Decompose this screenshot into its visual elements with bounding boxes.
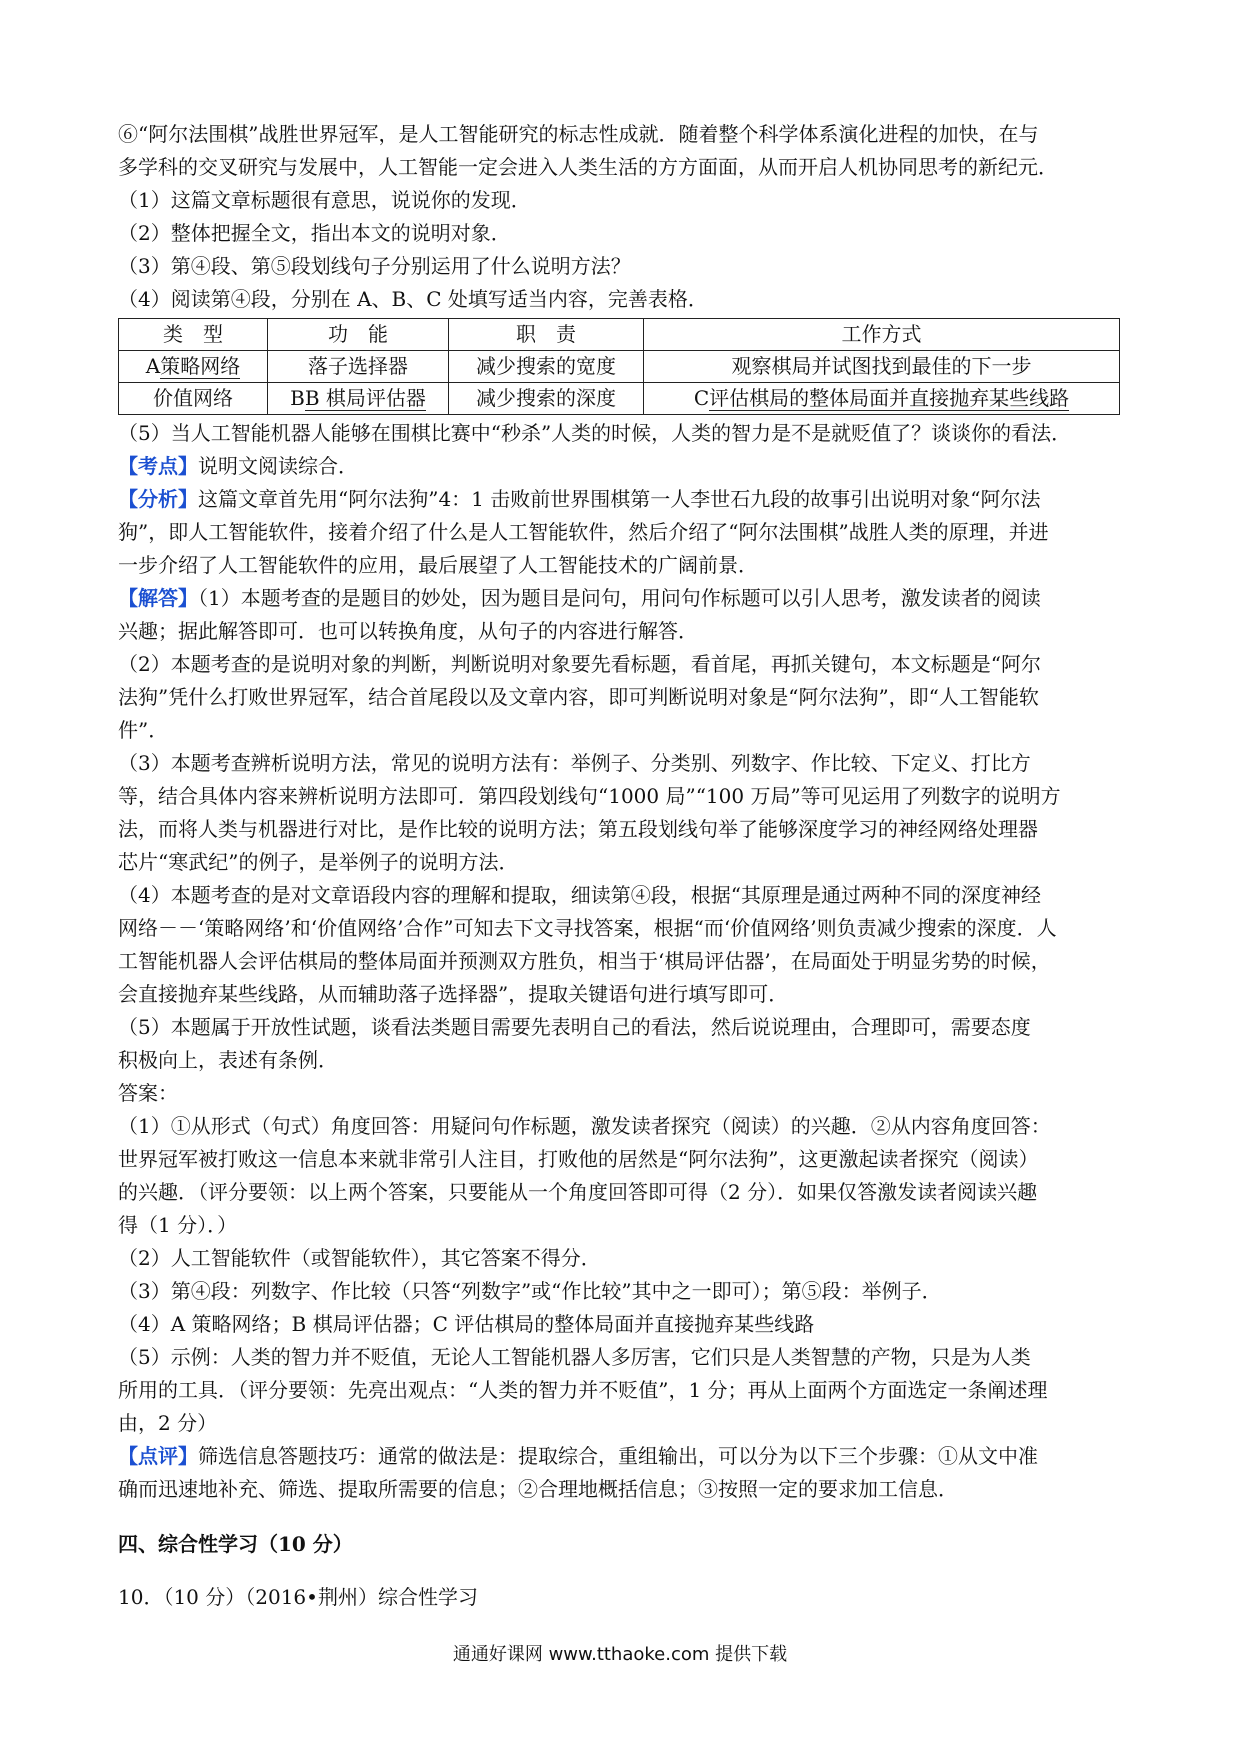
jieda-line: 兴趣；据此解答即可．也可以转换角度，从句子的内容进行解答． xyxy=(118,619,698,643)
jieda-line: 件”． xyxy=(118,718,169,742)
table-header: 功 能 xyxy=(268,319,449,351)
page-footer: 通通好课网 www.tthaoke.com 提供下载 xyxy=(452,1644,788,1665)
jieda-line: 等，结合具体内容来辨析说明方法即可．第四段划线句“1000 局”“100 万局”等可见运用了列数字的说明方 xyxy=(118,784,1061,808)
jieda-tag: 【解答】 xyxy=(118,586,198,610)
answer-line: 的兴趣．（评分要领：以上两个答案，只要能从一个角度回答即可得（2 分）．如果仅答激发读者阅读兴趣 xyxy=(118,1180,1038,1204)
question-1: （1）这篇文章标题很有意思，说说你的发现． xyxy=(118,188,531,212)
dianping-line: 确而迅速地补充、筛选、提取所需要的信息；②合理地概括信息；③按照一定的要求加工信息． xyxy=(118,1477,958,1501)
table-cell: 减少搜索的深度 xyxy=(449,383,644,415)
table-cell xyxy=(119,351,268,383)
jieda-line: 积极向上，表述有条例． xyxy=(118,1048,338,1072)
kaodian-text: 说明文阅读综合． xyxy=(198,454,358,478)
question-2: （2）整体把握全文，指出本文的说明对象． xyxy=(118,221,511,245)
question-4: （4）阅读第④段，分别在 A、B、C 处填写适当内容，完善表格． xyxy=(118,287,708,311)
fenxi-text: 这篇文章首先用“阿尔法狗”4：1 击败前世界围棋第一人李世石九段的故事引出说明对象“阿尔法 xyxy=(198,487,1041,511)
table-cell xyxy=(644,383,1120,415)
document-page xyxy=(118,118,1130,1614)
kaodian-tag: 【考点】 xyxy=(118,454,198,478)
jieda-line: 法，而将人类与机器进行对比，是作比较的说明方法；第五段划线句举了能够深度学习的神经网络处理器 xyxy=(118,817,1038,841)
table-cell: 落子选择器 xyxy=(268,351,449,383)
table-header: 职 责 xyxy=(449,319,644,351)
fenxi-tag: 【分析】 xyxy=(118,487,198,511)
answer-table xyxy=(118,318,1120,415)
blank-label: A xyxy=(145,354,161,378)
fill-blank-c: 评估棋局的整体局面并直接抛弃某些线路 xyxy=(709,386,1070,410)
fenxi xyxy=(118,483,1130,516)
table-cell: 价值网络 xyxy=(119,383,268,415)
question-10: 10．（10 分）（2016•荆州）综合性学习 xyxy=(118,1585,478,1609)
table-row xyxy=(119,351,1120,383)
jieda-line: （2）本题考查的是说明对象的判断，判断说明对象要先看标题，看首尾，再抓关键句，本文标题是“阿尔 xyxy=(118,652,1041,676)
answer-line: （4）A 策略网络；B 棋局评估器；C 评估棋局的整体局面并直接抛弃某些线路 xyxy=(118,1312,815,1336)
answer-line: （2）人工智能软件（或智能软件），其它答案不得分． xyxy=(118,1246,601,1270)
blank-label: C xyxy=(693,386,710,410)
jieda-line: 工智能机器人会评估棋局的整体局面并预测双方胜负，相当于‘棋局评估器’，在局面处于明显劣势的时候， xyxy=(118,949,1051,973)
jieda-line: （5）本题属于开放性试题，谈看法类题目需要先表明自己的看法，然后说说理由，合理即可，需要态度 xyxy=(118,1015,1031,1039)
fill-blank-a: 策略网络 xyxy=(160,354,241,378)
answer-line: 得（1 分）．） xyxy=(118,1213,238,1237)
jieda-line: 芯片“寒武纪”的例子，是举例子的说明方法． xyxy=(118,850,519,874)
fenxi-line: 一步介绍了人工智能软件的应用，最后展望了人工智能技术的广阔前景． xyxy=(118,553,758,577)
jieda-line: （4）本题考查的是对文章语段内容的理解和提取，细读第④段，根据“其原理是通过两种不同的深度神经 xyxy=(118,883,1041,907)
table-cell: 观察棋局并试图找到最佳的下一步 xyxy=(644,351,1120,383)
answer-line: 世界冠军被打败这一信息本来就非常引人注目，打败他的居然是“阿尔法狗”，这更激起读者探究（阅读） xyxy=(118,1147,1039,1171)
intro-line: ⑥“阿尔法围棋”战胜世界冠军，是人工智能研究的标志性成就．随着整个科学体系演化进程的加快，在与 xyxy=(118,122,1039,146)
jieda-text: （1）本题考查的是题目的妙处，因为题目是问句，用问句作标题可以引人思考，激发读者的阅读 xyxy=(198,586,1041,610)
section-heading: 四、综合性学习（10 分） xyxy=(118,1532,353,1556)
answer-line: 由，2 分） xyxy=(118,1411,218,1435)
jieda-line: 会直接抛弃某些线路，从而辅助落子选择器”，提取关键语句进行填写即可． xyxy=(118,982,789,1006)
jieda-line: 法狗”凭什么打败世界冠军，结合首尾段以及文章内容，即可判断说明对象是“阿尔法狗”，即“人工智能软 xyxy=(118,685,1039,709)
jieda-line: （3）本题考查辨析说明方法，常见的说明方法有：举例子、分类别、列数字、作比较、下定义、打比方 xyxy=(118,751,1031,775)
table-cell xyxy=(268,383,449,415)
question-3: （3）第④段、第⑤段划线句子分别运用了什么说明方法？ xyxy=(118,254,631,278)
kaodian xyxy=(118,450,1130,483)
table-row xyxy=(119,383,1120,415)
answers-label: 答案： xyxy=(118,1081,178,1105)
dianping-tag: 【点评】 xyxy=(118,1444,198,1468)
answer-line: 所用的工具．（评分要领：先亮出观点：“人类的智力并不贬值”，1 分；再从上面两个方面选定一条阐述理 xyxy=(118,1378,1048,1402)
blank-label: B xyxy=(290,386,305,410)
intro-line: 多学科的交叉研究与发展中，人工智能一定会进入人类生活的方方面面，从而开启人机协同思考的新纪元． xyxy=(118,155,1058,179)
table-header: 类 型 xyxy=(119,319,268,351)
answer-line: （3）第④段：列数字、作比较（只答“列数字”或“作比较”其中之一即可）；第⑤段：举例子． xyxy=(118,1279,942,1303)
table-header-row xyxy=(119,319,1120,351)
fenxi-line: 狗”，即人工智能软件，接着介绍了什么是人工智能软件，然后介绍了“阿尔法围棋”战胜人类的原理，并进 xyxy=(118,520,1049,544)
table-cell: 减少搜索的宽度 xyxy=(449,351,644,383)
fill-blank-b: B 棋局评估器 xyxy=(304,386,426,410)
jieda xyxy=(118,582,1130,615)
table-header: 工作方式 xyxy=(644,319,1120,351)
dianping xyxy=(118,1440,1130,1473)
answer-line: （1）①从形式（句式）角度回答：用疑问句作标题，激发读者探究（阅读）的兴趣．②从内容角度回答： xyxy=(118,1114,1051,1138)
jieda-line: 网络－－‘策略网络’和‘价值网络’合作”可知去下文寻找答案，根据“而‘价值网络’则负责减少搜索的深度．人 xyxy=(118,916,1057,940)
dianping-text: 筛选信息答题技巧：通常的做法是：提取综合，重组输出，可以分为以下三个步骤：①从文中准 xyxy=(198,1444,1038,1468)
answer-line: （5）示例：人类的智力并不贬值，无论人工智能机器人多厉害，它们只是人类智慧的产物，只是为人类 xyxy=(118,1345,1031,1369)
question-5: （5）当人工智能机器人能够在围棋比赛中“秒杀”人类的时候，人类的智力是不是就贬值了？谈谈你的看法． xyxy=(118,421,1072,445)
